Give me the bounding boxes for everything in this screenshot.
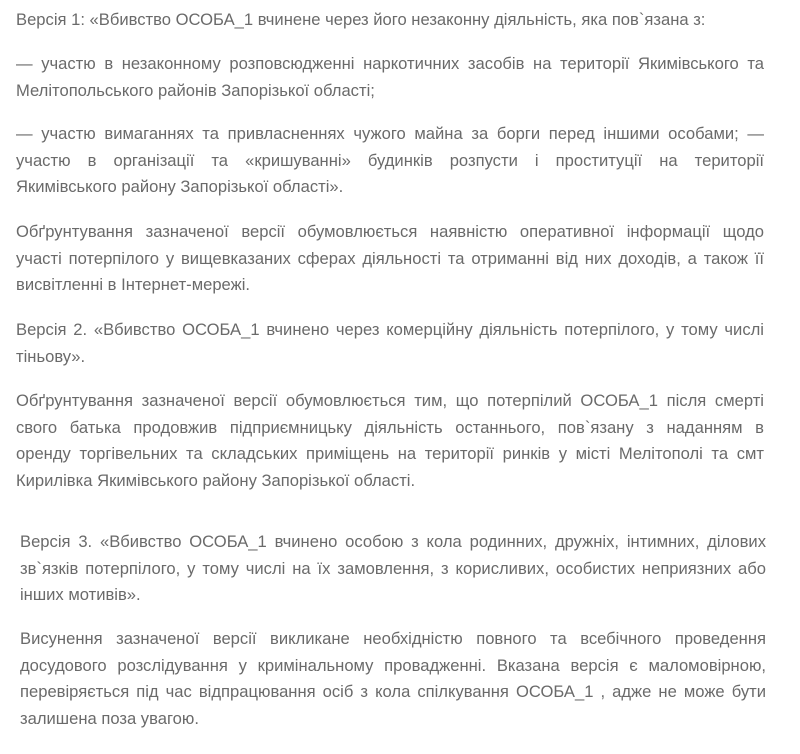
version-2-heading (16, 317, 764, 370)
version-3-heading (20, 529, 766, 609)
version-1-heading (16, 7, 786, 34)
text-line: досудового розслідування у кримінальному провадженні. Вказана версія є маломовірною, (20, 655, 766, 675)
text-line: Версія 3. «Вбивство ОСОБА_1 вчинено особою з кола родинних, дружніх, інтимних, ділових (20, 532, 766, 551)
text-line: Кирилівка Якимівського району Запорізької області. (16, 470, 416, 490)
text-line: — участю в незаконному розповсюдженні наркотичних засобів на території Якимівського та (16, 54, 764, 73)
version-1-item-2 (16, 121, 764, 201)
text-line: Версія 1: «Вбивство ОСОБА_1 вчинене через його незаконну діяльність, яка пов`язана з: (16, 10, 706, 29)
text-line: участю в організації та «кришуванні» будинків розпусти і проституції на території (16, 150, 764, 170)
text-line: перевіряється під час відпрацювання осіб з кола спілкування ОСОБА_1 , адже не може бути (20, 682, 766, 701)
text-line: зв`язків потерпілого, у тому числі на їх замовлення, з корисливих, особистих неприязних або (20, 558, 766, 578)
text-line: Якимівського району Запорізької області». (16, 177, 344, 196)
text-line: Версія 2. «Вбивство ОСОБА_1 вчинено через комерційну діяльність потерпілого, у тому числі (16, 320, 764, 339)
text-line: висвітленні в Інтернет-мережі. (16, 275, 250, 294)
text-line: інших мотивів». (20, 585, 141, 604)
version-1-justification (16, 219, 764, 299)
version-1-item-1 (16, 51, 764, 104)
text-line: Висунення зазначеної версії викликане необхідністю повного та всебічного проведення (20, 629, 766, 648)
text-line: Обґрунтування зазначеної версії обумовлюється наявністю оперативної інформації щодо (16, 222, 764, 241)
version-3-justification (20, 626, 766, 732)
text-line: Мелітопольського районів Запорізької області; (16, 80, 375, 100)
text-line: Обґрунтування зазначеної версії обумовлюється тим, що потерпілий ОСОБА_1 після смерті (16, 391, 764, 410)
text-line: оренду торгівельних та складських приміщень на території ринків у місті Мелітополі та смт (16, 444, 764, 463)
text-line: участі потерпілого у вищевказаних сферах діяльності та отриманні від них доходів, а також її (16, 248, 764, 268)
text-line: залишена поза увагою. (20, 708, 199, 728)
text-line: — участю вимаганнях та привласненнях чужого майна за борги перед іншими особами; — (16, 124, 764, 143)
text-line: тіньову». (16, 346, 86, 366)
version-2-justification (16, 388, 764, 494)
text-line: свого батька продовжив підприємницьку діяльність останнього, пов`язану з наданням в (16, 417, 764, 437)
